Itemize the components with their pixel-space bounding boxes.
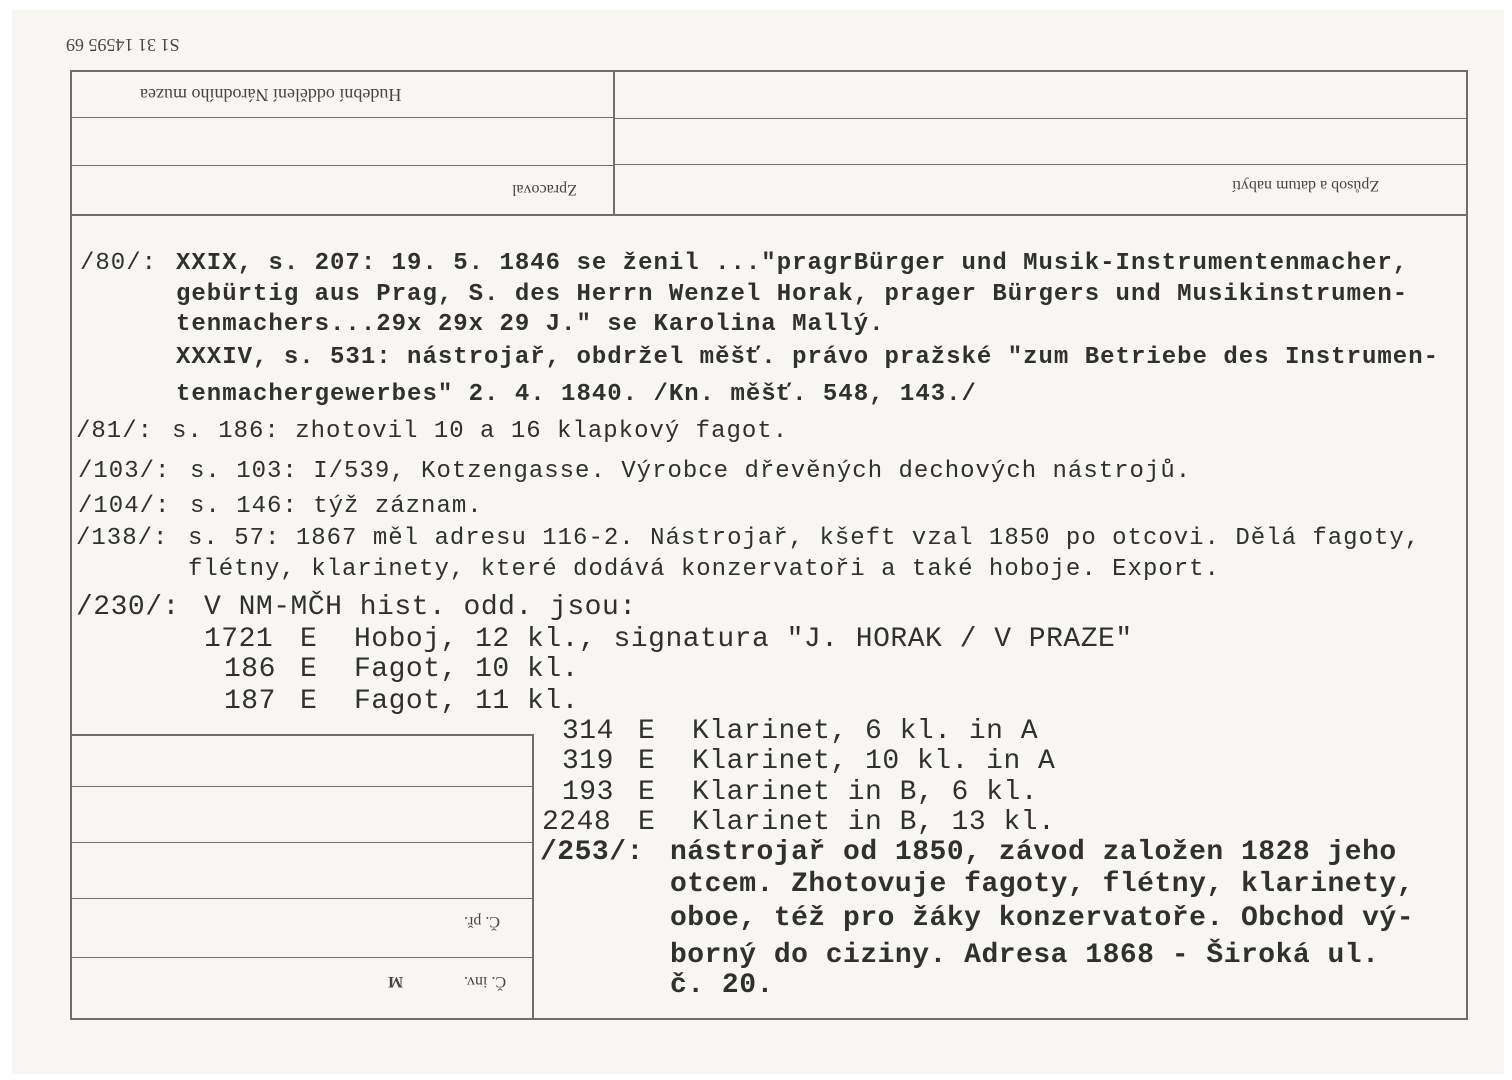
box-top-line <box>72 734 534 736</box>
entry-line: gebürtig aus Prag, S. des Herrn Wenzel Horak, prager Bürgers und Musikinstrumen- <box>176 281 1409 308</box>
inventory-number: 314 <box>562 716 614 747</box>
entry-line: s. 186: zhotovil 10 a 16 klapkový fagot. <box>172 418 789 445</box>
entry-ref: /104/: <box>78 493 171 520</box>
inventory-number: 186 <box>224 654 276 685</box>
entry-line: XXXIV, s. 531: nástrojař, obdržel měšť. právo pražské "zum Betriebe des Instrumen- <box>176 344 1439 371</box>
acquisition-label: Způsob a datum nabytí <box>1232 177 1380 194</box>
inventory-number: 1721 <box>204 624 274 655</box>
entry-line: borný do ciziny. Adresa 1868 - Široká ul. <box>670 940 1380 971</box>
inventory-letter: E <box>638 716 656 747</box>
inventory-desc: Fagot, 10 kl. <box>354 654 579 685</box>
entry-ref: /253/: <box>540 837 644 868</box>
entry-line: nástrojař od 1850, závod založen 1828 jeho <box>670 837 1397 868</box>
museum-label: Hudební oddělení Národního muzea <box>140 85 402 105</box>
frame-right <box>1466 70 1468 1020</box>
inventory-letter: E <box>638 777 656 808</box>
inventory-number: 187 <box>224 686 276 717</box>
entry-line: otcem. Zhotovuje fagoty, flétny, klarinety, <box>670 869 1415 900</box>
cinv-label: Č. inv. <box>464 973 507 990</box>
cinv-suffix: M <box>388 973 404 990</box>
inventory-letter: E <box>638 807 656 838</box>
header-row-line-2 <box>72 165 613 166</box>
entry-ref: /230/: <box>76 592 180 623</box>
inventory-number: 319 <box>562 746 614 777</box>
header-row-line-1 <box>72 117 613 118</box>
inventory-letter: E <box>300 686 318 717</box>
entry-line: tenmachers...29x 29x 29 J." se Karolina Mallý. <box>176 311 885 338</box>
box-row-line-4 <box>72 957 532 958</box>
frame-bottom <box>70 1018 1468 1020</box>
inventory-desc: Klarinet, 6 kl. in A <box>692 716 1039 747</box>
inventory-desc: Hoboj, 12 kl., signatura "J. HORAK / V PRAZE" <box>354 624 1133 655</box>
header-right-line-1 <box>615 118 1466 119</box>
inventory-number: 193 <box>562 777 614 808</box>
box-right-line <box>532 734 534 1018</box>
entry-line: oboe, též pro žáky konzervatoře. Obchod vý- <box>670 903 1415 934</box>
box-row-line-3 <box>72 898 532 899</box>
inventory-letter: E <box>638 746 656 777</box>
inventory-number: 2248 <box>542 807 612 838</box>
entry-line: XXIX, s. 207: 19. 5. 1846 se ženil ..."pragrBürger und Musik-Instrumentenmacher, <box>176 250 1409 277</box>
inventory-desc: Fagot, 11 kl. <box>354 686 579 717</box>
inventory-letter: E <box>300 654 318 685</box>
processed-label: Zpracoval <box>512 181 577 198</box>
entry-ref: /80/: <box>80 250 158 277</box>
entry-ref: /81/: <box>76 418 154 445</box>
header-divider-vertical <box>613 70 615 215</box>
box-row-line-1 <box>72 786 532 787</box>
box-row-line-2 <box>72 842 532 843</box>
card-code: S1 31 14595 69 <box>66 35 180 55</box>
entry-line: s. 57: 1867 měl adresu 116-2. Nástrojař, kšeft vzal 1850 po otcovi. Dělá fagoty, <box>188 525 1421 552</box>
inventory-desc: Klarinet in B, 6 kl. <box>692 777 1039 808</box>
entry-line: č. 20. <box>670 970 774 1001</box>
entry-ref: /138/: <box>76 525 169 552</box>
header-right-line-2 <box>615 164 1466 165</box>
frame-left <box>70 70 72 1020</box>
entry-line: tenmachergewerbes" 2. 4. 1840. /Kn. měšť. 548, 143./ <box>176 381 977 408</box>
entry-ref: /103/: <box>78 458 171 485</box>
inventory-letter: E <box>300 624 318 655</box>
entry-line: V NM-MČH hist. odd. jsou: <box>204 592 637 623</box>
entry-line: flétny, klarinety, které dodává konzervatoři a také hoboje. Export. <box>188 556 1220 583</box>
inventory-desc: Klarinet, 10 kl. in A <box>692 746 1056 777</box>
header-bottom-line <box>72 214 1466 216</box>
entry-line: s. 146: týž záznam. <box>190 493 483 520</box>
frame-top <box>70 70 1468 72</box>
inventory-desc: Klarinet in B, 13 kl. <box>692 807 1056 838</box>
entry-line: s. 103: I/539, Kotzengasse. Výrobce dřevěných dechových nástrojů. <box>190 458 1192 485</box>
cpr-label: Č. př. <box>464 913 500 930</box>
